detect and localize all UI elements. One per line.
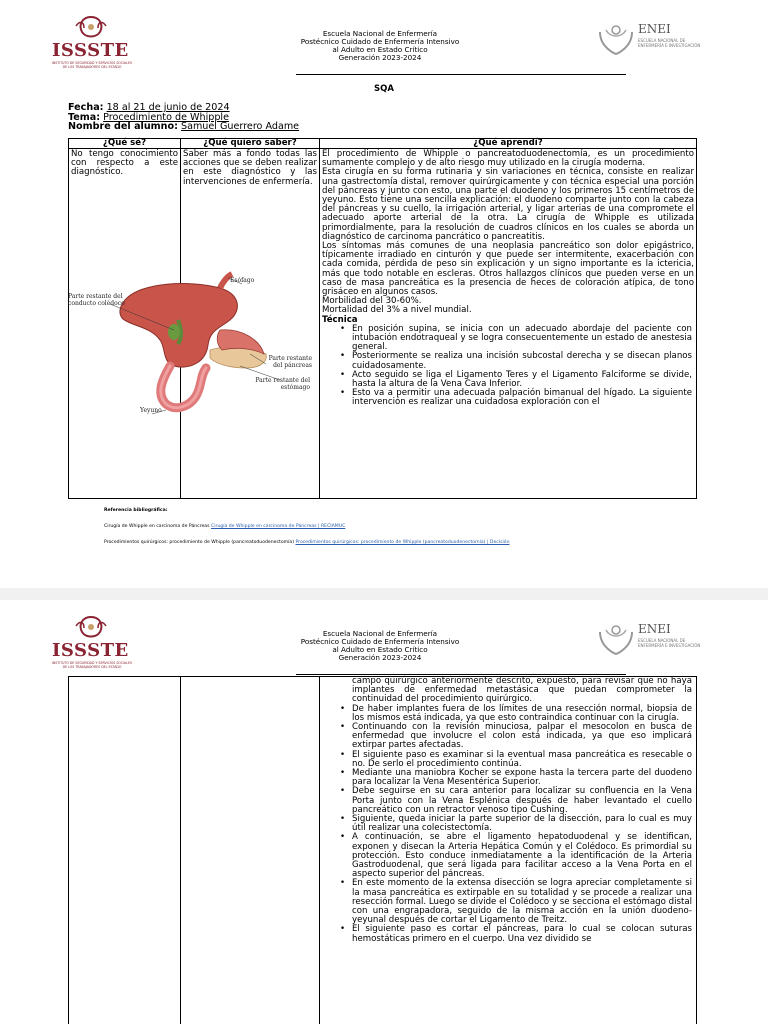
list-item: • En posición supina, se inicia con un adecuado abordaje del paciente con intubación endotraqueal y se logra consecuentemente un estado de anestesia general. [322, 325, 694, 353]
reference-link[interactable]: Cirugía de Whipple en carcinoma de Páncreas | RECIAMUC [211, 524, 346, 529]
list-item: • Esto va a permitir una adecuada palpación bimanual del hígado. La siguiente intervención es realizar una cuidadosa exploración con el [322, 389, 694, 407]
list-item: • El siguiente paso es cortar el páncreas, para lo cual se colocan suturas hemostáticas primero en el cuerpo. Una vez dividido se [322, 925, 694, 943]
header-line: al Adulto en Estado Crítico [332, 645, 428, 654]
cell-que-quiero-saber: Saber más a fondo todas las acciones que se deben realizar en este diagnóstico y las intervenciones de enfermería. [181, 149, 320, 499]
alumno-label: Nombre del alumno: [68, 121, 178, 133]
document-page-2 [0, 600, 768, 1024]
header-line: Generación 2023-2024 [338, 53, 422, 62]
header-que-se: ¿Qué sé? [69, 139, 181, 149]
cell-que-quiero-saber-empty [181, 677, 320, 1024]
list-item: • Posteriormente se realiza una incisión subcostal derecha y se disecan planos cuidadosamente. [322, 352, 694, 370]
list-item: • A continuación, se abre el ligamento hepatoduodenal y se identifican, exponen y disecan la Arteria Hepática Común y el Colédoco. Es primordial su protección. Esto conduce inmediatamente a la identificación de la Arteria Gastroduodenal, que será ligada para facilitar acceso a la Vena Porta en el aspecto superior del páncreas. [322, 833, 694, 879]
tecnica-list [322, 325, 694, 408]
header-lines [250, 630, 510, 662]
label-yeyuno: Yeyuno [140, 407, 162, 414]
meta-block [68, 103, 299, 132]
issste-logo-text: ISSSTE [52, 640, 129, 661]
header-rule [296, 74, 626, 75]
enei-logo-text: ENEI [638, 622, 671, 636]
enei-logo-text: ENEI [638, 22, 671, 36]
enei-logo-subtitle: ESCUELA NACIONAL DE ENFERMERÍA E INVESTIGACIÓN [638, 638, 701, 648]
enei-emblem-icon [596, 622, 636, 658]
list-item-continuation: campo quirúrgico anteriormente descrito, expuesto, para revisar que no haya implantes de enfermedad metastásica que puedan comprometer la continuidad del procedimiento quirúrgico. [352, 676, 692, 705]
aprendi-paragraph: Morbilidad del 30-60%. [322, 296, 422, 307]
label-coledoco: Parte restante del conducto colédoco [68, 293, 125, 307]
header-que-quiero-saber: ¿Qué quiero saber? [181, 139, 320, 149]
cell-que-aprendi-continued [320, 677, 697, 1024]
reference-text: Procedimientos quirúrgicos: procedimiento de Whipple (pancreatoduodenectomía) [104, 540, 294, 545]
cell-que-aprendi [320, 149, 697, 499]
sqa-table-continued [68, 676, 697, 1024]
list-item: • Acto seguido se liga el Ligamento Teres y el Ligamento Falciforme se divide, hasta la altura de la Vena Cava Inferior. [322, 371, 694, 389]
tecnica-heading: Técnica [322, 314, 358, 325]
header-line: al Adulto en Estado Crítico [332, 45, 428, 54]
header-lines [250, 30, 510, 62]
header-rule [296, 674, 626, 675]
list-item: • De haber implantes fuera de los límites de una resección normal, biopsia de los mismos está indicada, ya que esto contraindica continuar con la cirugía. [322, 705, 694, 723]
list-item: • Siguiente, queda iniciar la parte superior de la disección, para lo cual es muy útil realizar una colecistectomía. [322, 815, 694, 833]
label-pancreas: Parte restante del páncreas [268, 355, 312, 369]
tecnica-list-continued [322, 677, 694, 944]
enei-emblem-icon [596, 22, 636, 58]
list-item: • En este momento de la extensa disección se logra apreciar completamente si la masa pancreática es extirpable en su totalidad y se procede a realizar una resección formal. Luego se divide el Colédoco y se secciona el estómago distal con una engrapadora, seguido de la misma acción en la unión duodeno-yeyunal después de cortar el Ligamento de Treitz. [322, 879, 694, 925]
label-esofago: Esófago [230, 277, 255, 284]
issste-logo-subtitle: INSTITUTO DE SEGURIDAD Y SERVICIOS SOCIALES DE LOS TRABAJADORES DEL ESTADO [51, 61, 133, 69]
aprendi-paragraph: El procedimiento de Whipple o pancreatoduodenectomía, es un procedimiento sumamente complejo y de alto riesgo muy utilizado en la cirugía moderna. [322, 149, 694, 169]
header-line: Escuela Nacional de Enfermería [322, 29, 438, 38]
header-line: Escuela Nacional de Enfermería [322, 629, 438, 638]
page-title: SQA [374, 84, 394, 94]
label-estomago: Parte restante del estómago [255, 377, 310, 391]
whipple-illustration [70, 270, 310, 420]
aprendi-paragraph: Esta cirugía en su forma rutinaria y sin variaciones en técnica, consiste en realizar una gastrectomía distal, remover quirúrgicamente y con técnica especial una porción del páncreas y junto con esto, una parte el duodeno y los primeros 15 centímetros de yeyuno. Esto tiene una sencilla explicación: el duodeno comparte junto con la cabeza del páncreas y su cuello, la irrigación arterial, y ligar arterias de una compromete el adecuado aporte arterial de la otra. La cirugía de Whipple es utilizada primordialmente, para la resolución de cuadros clínicos en los cuales se aborda un diagnóstico de carcinoma pancrático o pancreatitis. [322, 167, 694, 242]
enei-logo-subtitle: ESCUELA NACIONAL DE ENFERMERÍA E INVESTIGACIÓN [638, 38, 701, 48]
references-heading: Referencia bibliográfica: [104, 508, 168, 513]
header-line: Postécnico Cuidado de Enfermería Intensivo [300, 37, 460, 46]
enei-logo [596, 22, 706, 62]
aprendi-paragraph: Mortalidad del 3% a nivel mundial. [322, 305, 472, 316]
references [104, 508, 509, 546]
tema-value: Procedimiento de Whipple [103, 111, 230, 123]
reference-text: Cirugía de Whipple en carcinoma de Páncreas [104, 524, 210, 529]
fecha-value: 18 al 21 de junio de 2024 [106, 102, 230, 113]
tema-label: Tema: [68, 111, 101, 123]
alumno-value: Samuel Guerrero Adame [180, 121, 300, 133]
fecha-label: Fecha: [68, 102, 104, 113]
enei-logo [596, 622, 706, 662]
header-que-aprendi: ¿Qué aprendí? [320, 139, 697, 149]
list-item: • Mediante una maniobra Kocher se expone hasta la tercera parte del duodeno para localizar la Vena Mesentérica Superior. [322, 769, 694, 787]
aprendi-paragraph: Los síntomas más comunes de una neoplasia pancreático son dolor epigástrico, típicamente irradiado en cinturón y que puede ser intermitente, exacerbación con cada comida, pérdida de peso sin explicación y un signo importante es la ictericia, más que todo notable en escleras. Otros hallazgos clínicos que pueden verse en un caso de masa pancreática es la presencia de heces de coloración atípica, de tono grisáceo en algunos casos. [322, 241, 694, 298]
issste-logo-text: ISSSTE [52, 40, 129, 61]
list-item: • Continuando con la revisión minuciosa, palpar el mesocolon en busca de enfermedad que involucre el colon está indicada, ya que eso implicará extirpar partes afectadas. [322, 723, 694, 751]
list-item: • El siguiente paso es examinar si la eventual masa pancreática es resecable o no. De serlo el procedimiento continúa. [322, 751, 694, 769]
issste-logo-subtitle: INSTITUTO DE SEGURIDAD Y SERVICIOS SOCIALES DE LOS TRABAJADORES DEL ESTADO [51, 661, 133, 669]
cell-que-se-empty [69, 677, 181, 1024]
cell-que-se: No tengo conocimiento con respecto a este diagnóstico. [69, 149, 181, 499]
header-line: Generación 2023-2024 [338, 653, 422, 662]
list-item: • Debe seguirse en su cara anterior para localizar su confluencia en la Vena Porta junto con la Vena Esplénica después de haber levantado el cuello pancreático con un retractor venoso tipo Cushing. [322, 787, 694, 815]
reference-link[interactable]: Procedimientos quirúrgicos: procedimiento de Whipple (pancreatoduodenectomía) | Decisión [295, 540, 510, 545]
header-line: Postécnico Cuidado de Enfermería Intensivo [300, 637, 460, 646]
